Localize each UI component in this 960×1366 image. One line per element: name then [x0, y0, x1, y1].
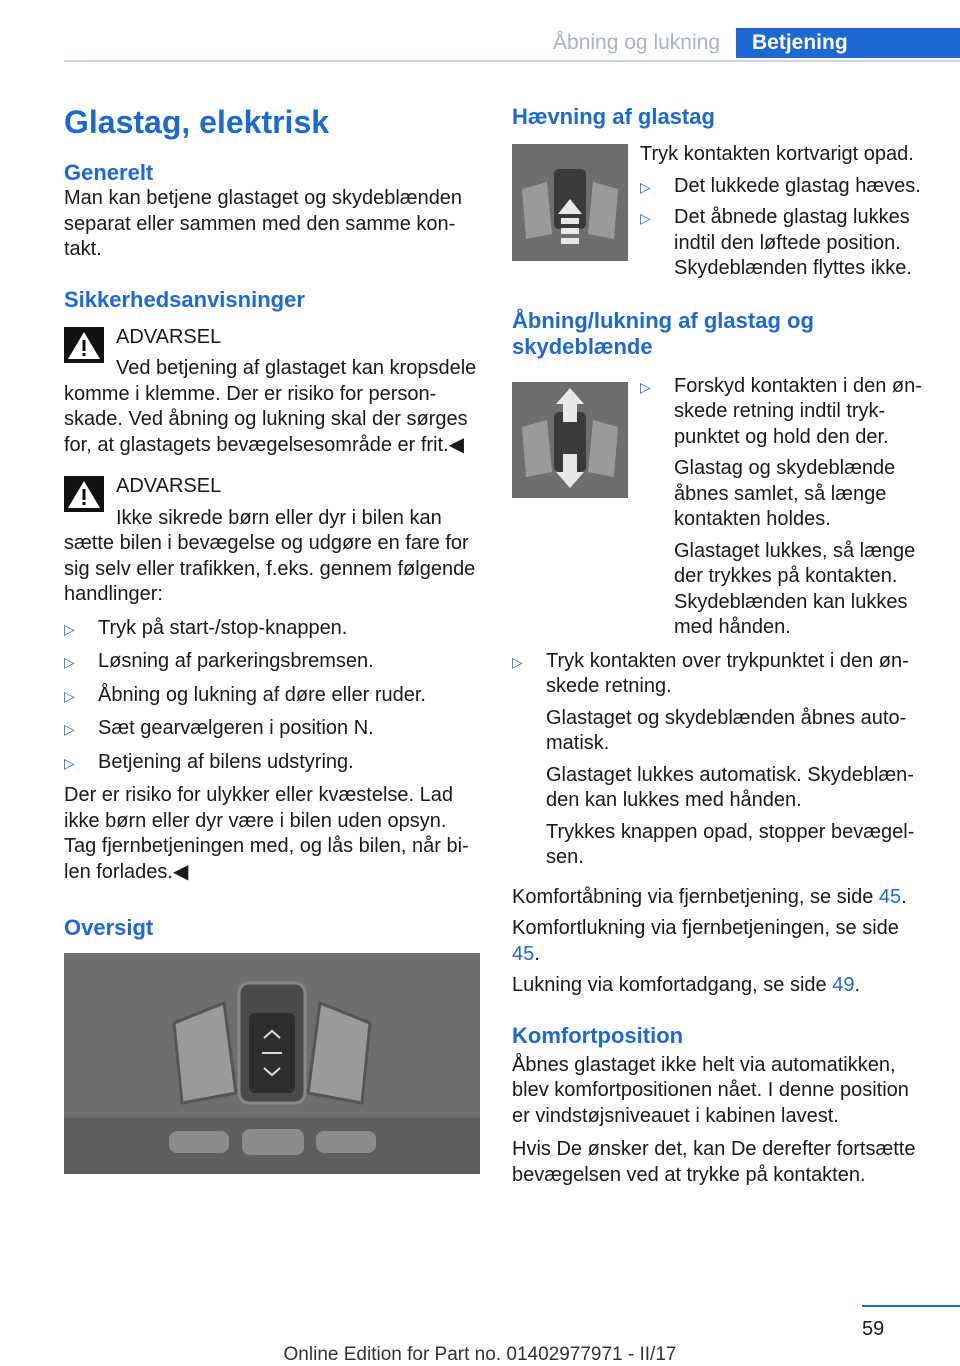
list-item: ▷ Forskyd kontakten i den ønskede retning indtil trykpunktet og hold den der.	[640, 374, 922, 448]
komf-1: Komfortåbning via fjernbetjening, se side 45.	[512, 885, 907, 908]
left-column	[64, 102, 478, 941]
switch-image-up	[512, 144, 628, 261]
pos-heading: Komfortposition	[512, 1022, 684, 1048]
list-item: ▷ Tryk på start-/stop-knappen.	[64, 616, 478, 642]
warning-2	[64, 474, 478, 608]
warning-2-text: Ikke sikrede børn eller dyr i bilen kan sætte bilen i bevægelse og udgøre en fare for sig selv eller trafikken, f.eks. gennem følgende handlinger:	[64, 506, 476, 605]
warning-1	[64, 325, 478, 459]
generelt-text: Man kan betjene glastaget og skydeblænden separat eller sammen med den samme kontakt.	[64, 187, 463, 260]
page-link[interactable]: 45	[878, 885, 902, 908]
triangle-bullet-icon: ▷	[64, 754, 75, 771]
list-item: ▷ Det åbnede glastag lukkes indtil den løftede position. Skydeblænden flyttes ikke.	[640, 206, 912, 279]
triangle-bullet-icon: ▷	[64, 620, 75, 637]
haev-intro: Tryk kontakten kortvarigt opad.	[640, 143, 914, 165]
action-list	[64, 616, 478, 776]
header-rule	[64, 60, 960, 62]
triangle-bullet-icon: ▷	[64, 721, 75, 737]
aab-item1-p3: Glastaget lukkes, så længe der trykkes på kontakten. Skydeblænden kan lukkes med hånden.	[674, 539, 916, 638]
page-title: Glastag, elektrisk	[64, 104, 330, 140]
pos-p2: Hvis De ønsker det, kan De derefter fortsætte bevægelsen ved at trykke på kontakten.	[512, 1138, 916, 1186]
list-item: ▷ Betjening af bilens udstyring.	[64, 750, 478, 776]
aab-heading: Åbning/lukning af glastag og skydeblænde	[512, 307, 814, 359]
warning-icon	[64, 327, 104, 363]
list-item: ▷ Sæt gearvælgeren i position N.	[64, 716, 478, 742]
pos-p1: Åbnes glastaget ikke helt via automatikken, blev komfortpositionen nået. I denne position er vindstøjsniveauet i kabinen lavest.	[512, 1053, 909, 1127]
komf-3: Lukning via komfortadgang, se side 49.	[512, 974, 861, 996]
haev-heading: Hævning af glastag	[512, 104, 715, 129]
header-section: Åbning og lukning	[553, 31, 720, 54]
footer-rule	[862, 1305, 960, 1307]
page-number: 59	[862, 1318, 885, 1340]
page-link[interactable]: 49	[832, 974, 855, 996]
triangle-bullet-icon: ▷	[512, 653, 523, 670]
header-tab: Betjening	[736, 28, 960, 58]
aab-item2-p4: Trykkes knappen opad, stopper bevægelsen.	[546, 820, 915, 868]
generelt-heading: Generelt	[64, 160, 154, 185]
warning-1-text: Ved betjening af glastaget kan kropsdele komme i klemme. Der er risiko for personskade. Ved åbning og lukning skal der sørges for, at glastagets bevægelsesområde er frit.◀	[64, 357, 477, 456]
warning-2-label: ADVARSEL	[116, 475, 222, 497]
triangle-bullet-icon: ▷	[640, 378, 651, 395]
triangle-bullet-icon: ▷	[64, 654, 75, 670]
overview-image	[64, 953, 480, 1174]
list-item: ▷ Det lukkede glastag hæves.	[640, 174, 927, 200]
aab-item1-p2: Glastag og skydeblænde åbnes samlet, så længe kontakten holdes.	[674, 457, 896, 530]
footer-edition: Online Edition for Part no. 01402977971 - II/17	[283, 1344, 677, 1365]
aab-item2-p2: Glastaget og skydeblænden åbnes automatisk.	[546, 706, 907, 754]
komf-2: Komfortlukning via fjernbetjeningen, se side 45.	[512, 917, 899, 965]
warning-1-label: ADVARSEL	[116, 325, 222, 348]
triangle-bullet-icon: ▷	[64, 687, 75, 704]
warning-icon	[64, 476, 104, 512]
aab-item2-p3: Glastaget lukkes automatisk. Skydeblænden kan lukkes med hånden.	[546, 763, 914, 811]
triangle-bullet-icon: ▷	[640, 178, 651, 195]
triangle-bullet-icon: ▷	[640, 210, 651, 226]
sikker-heading: Sikkerhedsanvisninger	[64, 286, 305, 312]
switch-image-updown	[512, 382, 628, 498]
oversigt-heading: Oversigt	[64, 915, 154, 940]
warning-2-end: Der er risiko for ulykker eller kvæstelse. Lad ikke børn eller dyr være i bilen uden opsyn. Tag fjernbetjeningen med, og lås bilen, når bilen forlades.◀	[64, 784, 469, 883]
list-item: ▷ Åbning og lukning af døre eller ruder.	[64, 683, 478, 709]
page-link[interactable]: 45	[512, 942, 535, 965]
right-column	[512, 104, 927, 1188]
list-item: ▷ Tryk kontakten over trykpunktet i den ønskede retning.	[512, 649, 909, 697]
list-item: ▷ Løsning af parkeringsbremsen.	[64, 649, 478, 675]
